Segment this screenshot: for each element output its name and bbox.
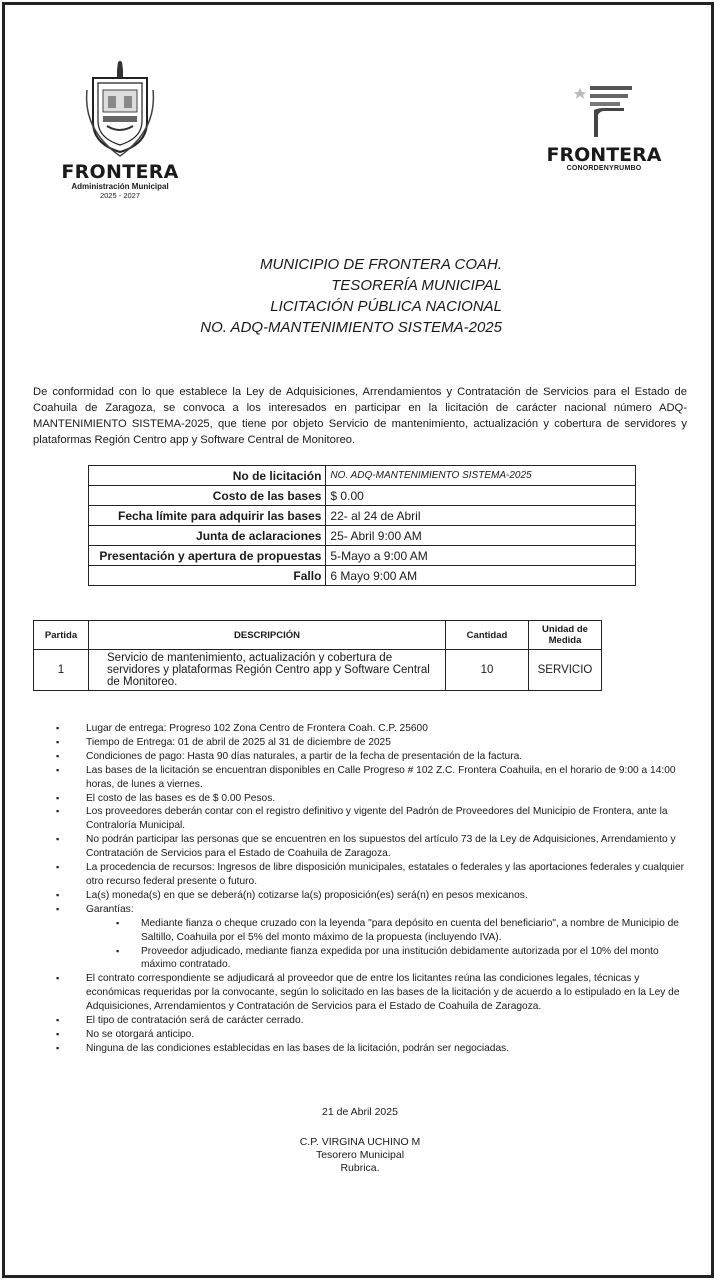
list-item-guarantees (40, 903, 688, 973)
table-row (89, 506, 636, 526)
items-table (33, 620, 602, 691)
info-label: Fecha límite para adquirir las bases (89, 506, 326, 526)
title-line-3: LICITACIÓN PÚBLICA NACIONAL (270, 298, 502, 315)
list-item: ▪ El costo de las bases es de $ 0.00 Pesos. (40, 792, 688, 806)
intro-paragraph: De conformidad con lo que establece la Ley de Adquisiciones, Arrendamientos y Contratación de Servicios para el Estado de Coahuila de Zaragoza, se convoca a los interesados en participar en la licitación de carácter nacional número ADQ-MANTENIMIENTO SISTEMA-2025, que tiene por objeto Servicio de mantenimiento, actualización y cobertura de servidores y plataformas Región Centro app y Software Central de Monitoreo. (33, 386, 687, 446)
tender-info-table (88, 465, 636, 586)
frontera-f-icon (574, 82, 634, 138)
info-value: 25- Abril 9:00 AM (326, 526, 636, 546)
info-label: Fallo (89, 566, 326, 586)
info-value: 22- al 24 de Abril (326, 506, 636, 526)
info-label: Presentación y apertura de propuestas (89, 546, 326, 566)
right-logo-slogan: CONORDENYRUMBO (566, 165, 642, 172)
info-value: $ 0.00 (326, 486, 636, 506)
col-cantidad: Cantidad (446, 621, 529, 650)
col-unidad: Unidad de Medida (529, 621, 602, 650)
conditions-list (40, 722, 688, 1056)
table-row (89, 486, 636, 506)
table-row (89, 546, 636, 566)
list-item: ▪ Los proveedores deberán contar con el registro definitivo y vigente del Padrón de Proveedores del Municipio de Frontera, ante la Contraloría Municipal. (40, 805, 688, 833)
left-logo-name: FRONTERA (61, 161, 179, 183)
list-item: ▪ Lugar de entrega: Progreso 102 Zona Centro de Frontera Coah. C.P. 25600 (40, 722, 688, 736)
table-row (89, 566, 636, 586)
list-item: ▪ Ninguna de las condiciones establecidas en las bases de la licitación, podrán ser negociadas. (40, 1042, 688, 1056)
sub-list-item: ▪ Mediante fianza o cheque cruzado con la leyenda "para depósito en cuenta del beneficiario", a nombre de Municipio de Saltillo, Coahuila por el 5% del monto máximo de la propuesta (incluyendo IVA). (86, 917, 688, 945)
title-line-1: MUNICIPIO DE FRONTERA COAH. (260, 256, 502, 273)
list-item: ▪ El contrato correspondiente se adjudicará al proveedor que de entre los licitantes reúna las condiciones legales, técnicas y económicas requeridas por la convocante, según lo solicitado en las bases de la licitación y de acuerdo a lo estipulado en la Ley de Adquisiciones, Arrendamientos y Contratación de Servicios para el Estado de Coahuila de Zaragoza. (40, 972, 688, 1014)
guarantees-list (86, 917, 688, 973)
info-label: Costo de las bases (89, 486, 326, 506)
col-descripcion: DESCRIPCIÓN (89, 621, 446, 650)
table-row (89, 466, 636, 486)
signature-block (250, 1136, 470, 1175)
left-logo-subtitle: Administración Municipal (71, 182, 169, 191)
coat-of-arms-icon (81, 60, 159, 160)
document-date: 21 de Abril 2025 (322, 1106, 398, 1118)
list-item: ▪ Las bases de la licitación se encuentran disponibles en Calle Progreso # 102 Z.C. Frontera Coahuila, en el horario de 9:00 a 14:00 horas, de lunes a viernes. (40, 764, 688, 792)
frontera-brand-logo (534, 82, 674, 172)
title-line-2: TESORERÍA MUNICIPAL (331, 277, 502, 294)
cell-descripcion: Servicio de mantenimiento, actualización y cobertura de servidores y plataformas Región Centro app y Software Central de Monitoreo. (89, 650, 446, 691)
signature-role: Tesorero Municipal (315, 1149, 405, 1161)
list-item: ▪ El tipo de contratación será de carácter cerrado. (40, 1014, 688, 1028)
cell-cantidad: 10 (446, 650, 529, 691)
cell-partida: 1 (34, 650, 89, 691)
col-partida: Partida (34, 621, 89, 650)
municipal-logo (58, 60, 182, 200)
info-label: No de licitación (89, 466, 326, 486)
cell-unidad: SERVICIO (529, 650, 602, 691)
info-value: 6 Mayo 9:00 AM (326, 566, 636, 586)
guarantees-label: Garantías: (86, 903, 134, 915)
info-value: 5-Mayo a 9:00 AM (326, 546, 636, 566)
signature-name: C.P. VIRGINA UCHINO M (299, 1136, 421, 1148)
info-value: NO. ADQ-MANTENIMIENTO SISTEMA-2025 (326, 466, 636, 486)
list-item: ▪ No podrán participar las personas que se encuentren en los supuestos del artículo 73 de la Ley de Adquisiciones, Arrendamiento y Contratación de Servicios para el Estado de Coahuila de Zaragoza. (40, 833, 688, 861)
document-title (200, 254, 502, 338)
table-row (34, 650, 602, 691)
info-label: Junta de aclaraciones (89, 526, 326, 546)
left-logo-years: 2025 - 2027 (99, 191, 141, 200)
list-item: ▪ Condiciones de pago: Hasta 90 días naturales, a partir de la fecha de presentación de la factura. (40, 750, 688, 764)
list-item: ▪ No se otorgará anticipo. (40, 1028, 688, 1042)
list-item: ▪ La procedencia de recursos: Ingresos de libre disposición municipales, estatales o federales y las aportaciones federales y cualquier otro recurso federal presente o futuro. (40, 861, 688, 889)
signature-note: Rubrica. (340, 1162, 380, 1174)
table-header-row (34, 621, 602, 650)
sub-list-item: ▪ Proveedor adjudicado, mediante fianza expedida por una institución debidamente autorizada por el 10% del monto máximo contratado. (86, 945, 688, 973)
list-item: ▪ La(s) moneda(s) en que se deberá(n) cotizarse la(s) proposición(es) será(n) en pesos mexicanos. (40, 889, 688, 903)
list-item: ▪ Tiempo de Entrega: 01 de abril de 2025 al 31 de diciembre de 2025 (40, 736, 688, 750)
right-logo-name: FRONTERA (546, 144, 662, 166)
table-row (89, 526, 636, 546)
title-line-4: NO. ADQ-MANTENIMIENTO SISTEMA-2025 (200, 319, 502, 336)
